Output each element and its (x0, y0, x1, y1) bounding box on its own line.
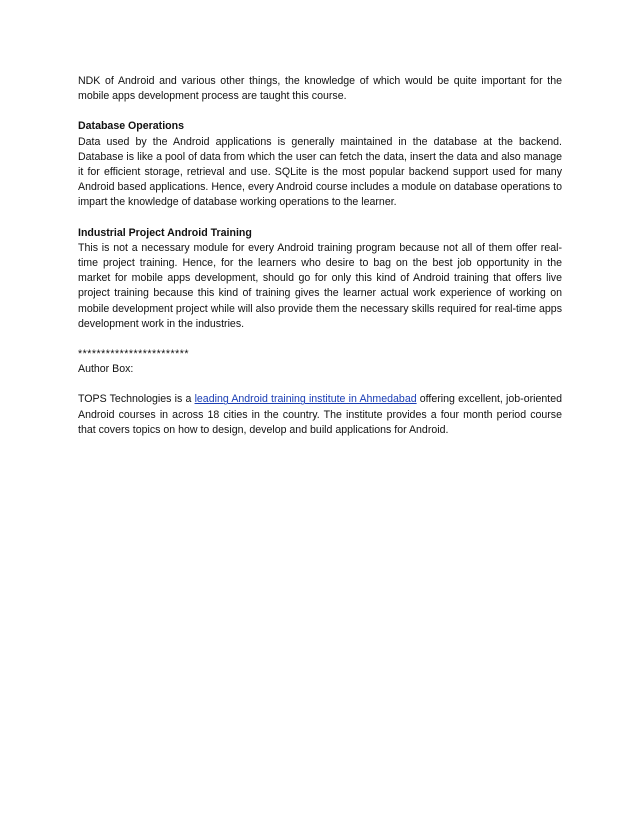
document-page (78, 74, 562, 438)
intro-paragraph: NDK of Android and various other things, the knowledge of which would be quite important for the mobile apps development process are taught this course. (78, 75, 562, 103)
spacer (78, 377, 562, 392)
author-text-before-link: TOPS Technologies is a (78, 393, 195, 406)
star-separator: ************************ (78, 348, 189, 361)
database-operations-heading: Database Operations (78, 120, 184, 133)
spacer (78, 332, 562, 347)
author-box-paragraph (78, 392, 562, 438)
training-institute-link[interactable]: leading Android training institute in Ahmedabad (194, 393, 417, 406)
author-box-label: Author Box: (78, 363, 134, 376)
industrial-project-heading: Industrial Project Android Training (78, 226, 252, 239)
author-text-after-link: offering excellent, job-oriented Android courses in across 18 cities in the country. The institute provides a four month period course that covers topics on how to design, develop and build applications for Android. (78, 393, 562, 436)
industrial-project-paragraph: This is not a necessary module for every Android training program because not all of them offer real-time project training. Hence, for the learners who desire to bag on the best job opportunity in the market for mobile apps development, should go for only this kind of Android training that offers live project training because this kind of training gives the learner actual work experience of working on mobile development project while will also provide them the necessary skills required for real-time apps development work in the industries. (78, 241, 562, 330)
spacer (78, 211, 562, 226)
database-operations-paragraph: Data used by the Android applications is generally maintained in the database at the backend. Database is like a pool of data from which the user can fetch the data, insert the data and also manage it for efficient storage, retrieval and use. SQLite is the most popular backend support used for many Android based applications. Hence, every Android course includes a module on database operations to impart the knowledge of database working operations to the learner. (78, 135, 562, 209)
spacer (78, 104, 562, 119)
